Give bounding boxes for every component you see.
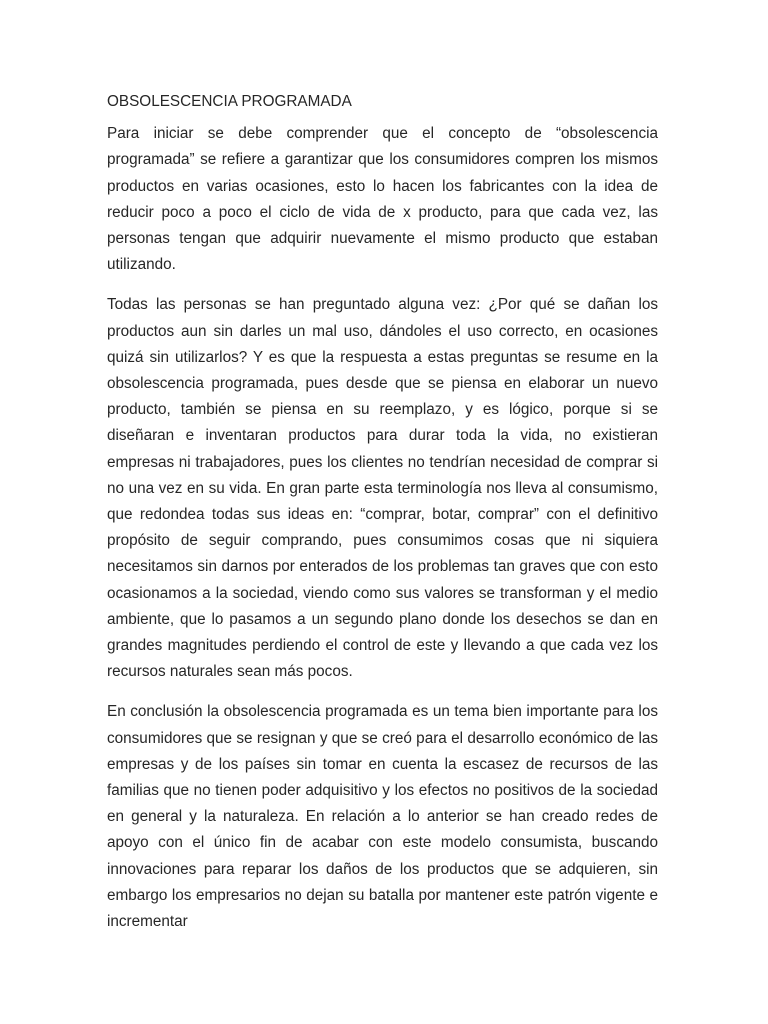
paragraph-body: Todas las personas se han preguntado alguna vez: ¿Por qué se dañan los productos aun sin darles un mal uso, dándoles el uso correcto, en ocasiones quizá sin utilizarlos? Y es que la respuesta a estas preguntas se resume en la obsolescencia programada, pues desde que se piensa en elaborar un nuevo producto, también se piensa en su reemplazo, y es lógico, porque si se diseñaran e inventaran productos para durar toda la vida, no existieran empresas ni trabajadores, pues los clientes no tendrían necesidad de comprar si no una vez en su vida. En gran parte esta terminología nos lleva al consumismo, que redondea todas sus ideas en: “comprar, botar, comprar” con el definitivo propósito de seguir comprando, pues consumimos cosas que ni siquiera necesitamos sin darnos por enterados de los problemas tan graves que con esto ocasionamos a la sociedad, viendo como sus valores se transforman y el medio ambiente, que lo pasamos a un segundo plano donde los desechos se dan en grandes magnitudes perdiendo el control de este y llevando a que cada vez los recursos naturales sean más pocos. — [107, 296, 658, 681]
document-title: OBSOLESCENCIA PROGRAMADA — [107, 93, 352, 110]
paragraph-conclusion: En conclusión la obsolescencia programada es un tema bien importante para los consumidores que se resignan y que se creó para el desarrollo económico de las empresas y de los países sin tomar en cuenta la escasez de recursos de las familias que no tienen poder adquisitivo y los efectos no positivos de la sociedad en general y la naturaleza. En relación a lo anterior se han creado redes de apoyo con el único fin de acabar con este modelo consumista, buscando innovaciones para reparar los daños de los productos que se adquieren, sin embargo los empresarios no dejan su batalla por mantener este patrón vigente e incrementar — [107, 703, 658, 931]
paragraph-introduction: Para iniciar se debe comprender que el concepto de “obsolescencia programada” se refiere a garantizar que los consumidores compren los mismos productos en varias ocasiones, esto lo hacen los fabricantes con la idea de reducir poco a poco el ciclo de vida de x producto, para que cada vez, las personas tengan que adquirir nuevamente el mismo producto que estaban utilizando. — [107, 125, 658, 274]
document-page — [107, 89, 658, 949]
